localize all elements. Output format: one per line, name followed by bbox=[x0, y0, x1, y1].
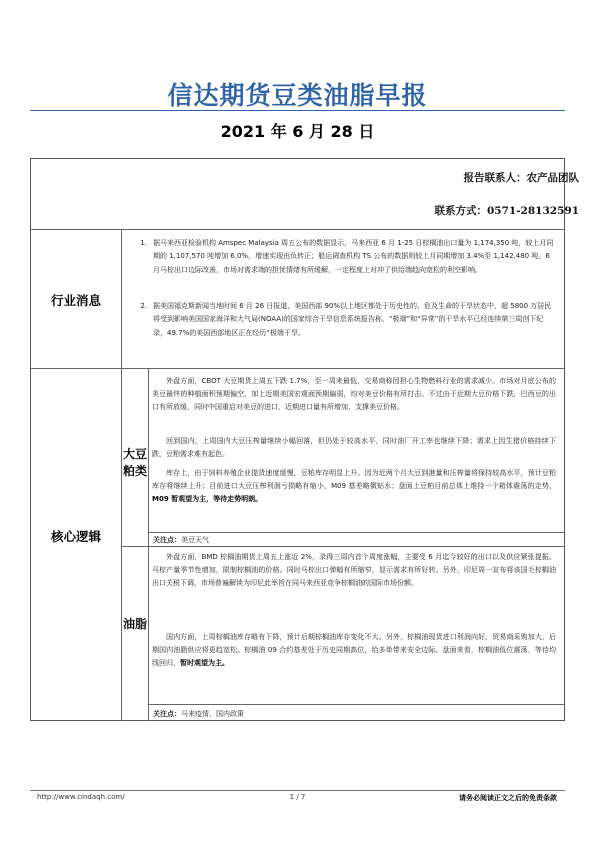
contact-phone-value: 0571-28132591 bbox=[486, 205, 579, 217]
soy-focus-value: 美豆天气 bbox=[181, 536, 209, 544]
soy-oil-divider bbox=[121, 546, 565, 547]
news-item-2-number: 2. bbox=[140, 302, 147, 310]
news-item-2-text: 据美国福克斯新闻当地时间 6 月 26 日报道，美国西部 90%以上地区都处于历史性的、危及生命的干旱状态中，超 5800 万居民将受到影响美国国家海洋和大气局(NOAA)的国家综合干旱信息系统报告称，“极端”和“异常”的干旱水平已经连续第三周创下纪录，49.7%的美国西部地区正在经历“极端干旱。 bbox=[153, 302, 552, 337]
news-item-1-text: 据马来西亚检验机构 Amspec Malaysia 周五公布的数据显示，马来西亚 6 月 1-25 日棕榈油出口量为 1,174,350 吨，较上月同期的 1,107,570 吨增加 6.0%，增速实现由负转正；船运调查机构 TS 公布的数据则较上月同期增加 3.4%至 1,142,480 吨。6 月马棕出口边际改善，市场对需求端的担忧情绪有所缓解，一定程度上对冲了供给端趋向宽松的利空影响。 bbox=[153, 239, 554, 274]
soy-paragraph-1: 外盘方面，CBOT 大豆期货上周五下跌 1.7%，至一周来最低，交易商称因担心生物燃料行业的需求减少。市场对月底公布的美豆最终的种植面积预期偏空，加上近期美国宏观面预期偏弱，均对美豆价格有所打击。不过由于近期大豆价格下跌，巴西豆的出口有所放缓，同时中国重启对美豆的进口，近期进口量有所增加，支撑美豆价格。 bbox=[152, 377, 556, 412]
soy-paragraph-2: 回到国内，上周国内大豆压榨量继续小幅回落，但仍处于较高水平，同时油厂开工率也继续下降；需求上因生猪价格持续下跌，豆粕需求难有起色。 bbox=[152, 437, 556, 459]
oils-label: 油脂 bbox=[122, 617, 147, 631]
oil-focus-label: 关注点： bbox=[153, 710, 181, 718]
contact-person-value: 农产品团队 bbox=[526, 172, 579, 184]
soy-focus-label: 关注点： bbox=[153, 536, 181, 544]
industry-news-label: 行业消息 bbox=[50, 293, 101, 308]
oil-paragraph-1: 外盘方面，BMD 棕榈油期货上周五上涨近 2%，录得三周内首个周度涨幅，主要受 6 月迄今较好的出口以及供应紧张提振。马棕产量季节性增加，限制棕榈油的价格。同时马棕出口弹幅有所缩窄，显示需求有所好转。另外，印尼周一宣布将该国毛棕榈油出口关税下调，市场普遍解读为印尼此举旨在同马来西亚竞争棕榈油的国际市场份额。 bbox=[152, 553, 556, 588]
soy-conclusion-text: 库存上，由于饲料养殖企业提货速度缓慢，豆粕库存明显上升。因为近两个月大豆到港量和压榨量将保持较高水平，预计豆粕库存将继续上升；目前进口大豆压榨利润亏损略有缩小，M09 基差略微贴水；盘面上豆粕目前总体上维持一个箱体震荡的走势， bbox=[152, 469, 556, 491]
news-item-2 bbox=[140, 300, 555, 340]
soy-conclusion-bold: M09 暂观望为主，等待走势明朗。 bbox=[152, 495, 263, 504]
contact-phone bbox=[434, 203, 579, 218]
contact-person-label: 报告联系人： bbox=[463, 172, 527, 184]
row-divider-top bbox=[30, 229, 565, 230]
contact-person bbox=[464, 170, 580, 185]
footer-disclaimer: 请务必阅读正文之后的免责条款 bbox=[459, 794, 557, 802]
soy-focus bbox=[153, 535, 209, 545]
soy-focus-divider bbox=[148, 532, 565, 533]
report-title: 信达期货豆类油脂早报 bbox=[167, 81, 428, 110]
footer-page-number: 1 / 7 bbox=[289, 793, 306, 801]
news-item-1-number: 1. bbox=[140, 239, 147, 247]
soy-meal-label: 大豆粕类 bbox=[122, 447, 147, 478]
oil-conclusion-text: 国内方面，上周棕榈油库存略有下降，预计后期棕榈油库存变化不大。另外，棕榈油现货进口利润向好，贸易商采购加大，后期国内油脂供应将更趋宽松。棕榈油 09 合约基差处于历史同期高位，给多单带来安全边际。盘面来看，棕榈油低位震荡，等待均线回归， bbox=[152, 633, 556, 668]
footer-url[interactable]: http://www.cindaqh.com/ bbox=[37, 793, 125, 801]
core-logic-label: 核心逻辑 bbox=[50, 529, 101, 544]
oil-paragraph-2 bbox=[152, 631, 556, 671]
title-underline bbox=[30, 110, 565, 111]
soy-paragraph-3 bbox=[152, 467, 556, 507]
news-item-1 bbox=[140, 237, 555, 277]
column-divider-sublabels bbox=[148, 368, 149, 721]
row-divider-middle bbox=[30, 368, 565, 369]
oil-focus-value: 马来疫情、国内政策 bbox=[181, 710, 244, 718]
oil-conclusion-bold: 暂时观望为主。 bbox=[180, 659, 229, 668]
footer-rule bbox=[30, 790, 565, 791]
oil-focus bbox=[153, 709, 244, 719]
contact-phone-label: 联系方式： bbox=[434, 205, 487, 217]
oil-focus-divider bbox=[148, 704, 565, 705]
report-date: 2021 年 6 月 28 日 bbox=[220, 122, 375, 141]
